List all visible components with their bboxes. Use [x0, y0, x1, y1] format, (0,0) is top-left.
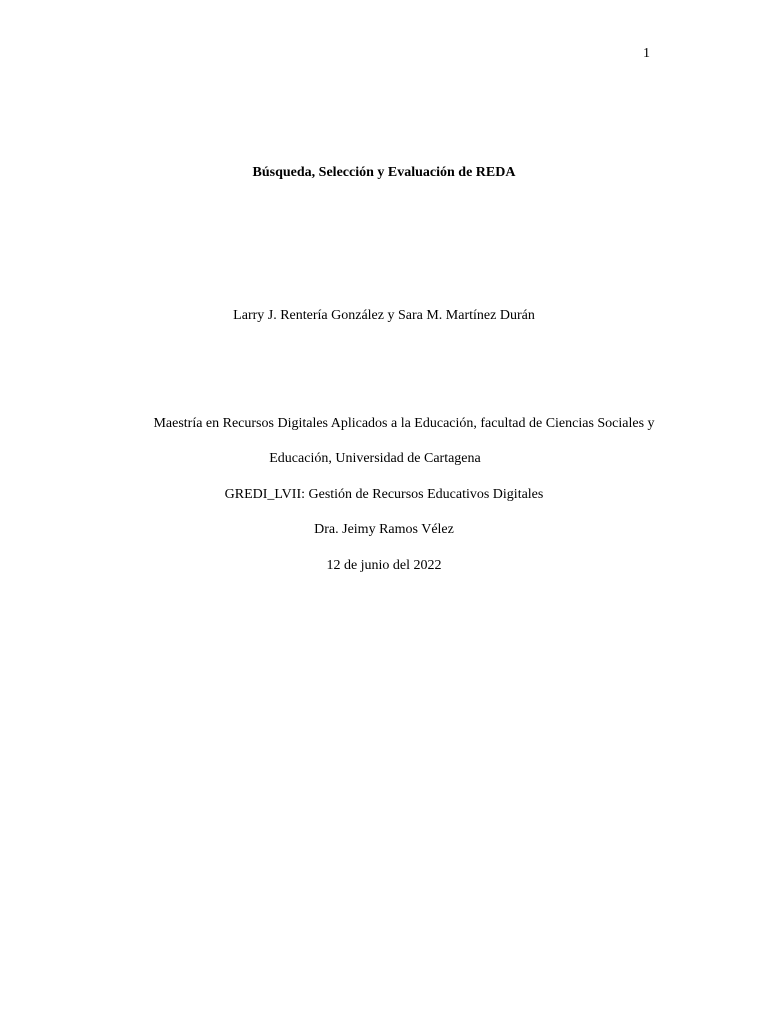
- document-title: Búsqueda, Selección y Evaluación de REDA: [252, 165, 516, 180]
- date-line: 12 de junio del 2022: [326, 558, 442, 573]
- affiliation-line-1: Maestría en Recursos Digitales Aplicados a la Educación, facultad de Ciencias Sociales y: [153, 416, 655, 431]
- course-line: GREDI_LVII: Gestión de Recursos Educativos Digitales: [224, 487, 544, 502]
- authors-line: Larry J. Rentería González y Sara M. Martínez Durán: [233, 308, 535, 323]
- teacher-line: Dra. Jeimy Ramos Vélez: [314, 522, 454, 537]
- affiliation-line-2: [0, 450, 768, 468]
- affiliation-line-2-text: Educación, Universidad de Cartagena: [269, 451, 481, 466]
- page-number: 1: [643, 46, 650, 61]
